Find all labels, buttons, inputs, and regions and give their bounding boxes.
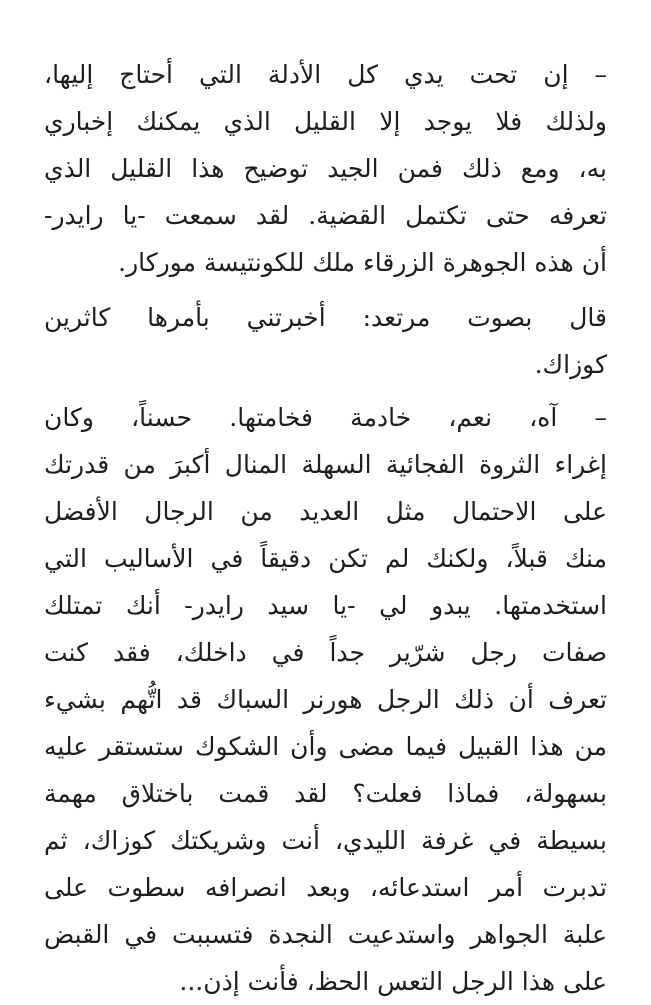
text-line: على هذا الرجل التعس الحظ، فأنت إذن... <box>179 967 607 996</box>
paragraph-3 <box>44 394 607 1005</box>
text-line: بسهولة، فماذا فعلت؟ لقد قمت باختلاق مهمة <box>44 779 607 808</box>
text-line: – إن تحت يدي كل الأدلة التي أحتاج إليها، <box>44 60 607 89</box>
text-line: من هذا القبيل فيما مضى وأن الشكوك ستستقر عليه <box>44 732 607 761</box>
text-line: علبة الجواهر واستدعيت النجدة فتسببت في القبض <box>44 920 607 949</box>
text-line: أن هذه الجوهرة الزرقاء ملك للكونتيسة موركار. <box>118 248 607 277</box>
text-line: منك قبلاً، ولكنك لم تكن دقيقاً في الأساليب التي <box>44 544 607 573</box>
text-line: تعرفه حتى تكتمل القضية. لقد سمعت -يا رايدر- <box>44 201 607 230</box>
text-line: تدبرت أمر استدعائه، وبعد انصرافه سطوت على <box>44 873 607 902</box>
text-line: كوزاك. <box>534 350 607 379</box>
text-line: – آه، نعم، خادمة فخامتها. حسناً، وكان <box>44 403 607 432</box>
text-line: على الاحتمال مثل العديد من الرجال الأفضل <box>44 497 607 526</box>
text-line: تعرف أن ذلك الرجل هورنر السباك قد اتُّهم بشيء <box>44 685 607 714</box>
text-line: به، ومع ذلك فمن الجيد توضيح هذا القليل الذي <box>44 154 607 183</box>
text-line: صفات رجل شرّير جداً في داخلك، فقد كنت <box>44 638 607 667</box>
text-line: ولذلك فلا يوجد إلا القليل الذي يمكنك إخباري <box>44 107 607 136</box>
paragraph-1 <box>44 51 607 286</box>
paragraph-2 <box>44 294 607 388</box>
text-line: بسيطة في غرفة الليدي، أنت وشريكتك كوزاك، ثم <box>44 826 607 855</box>
text-line: قال بصوت مرتعد: أخبرتني بأمرها كاثرين <box>44 303 607 332</box>
text-line: استخدمتها. يبدو لي -يا سيد رايدر- أنك تمتلك <box>44 591 607 620</box>
text-line: إغراء الثروة الفجائية السهلة المنال أكبرَ من قدرتك <box>44 450 607 479</box>
